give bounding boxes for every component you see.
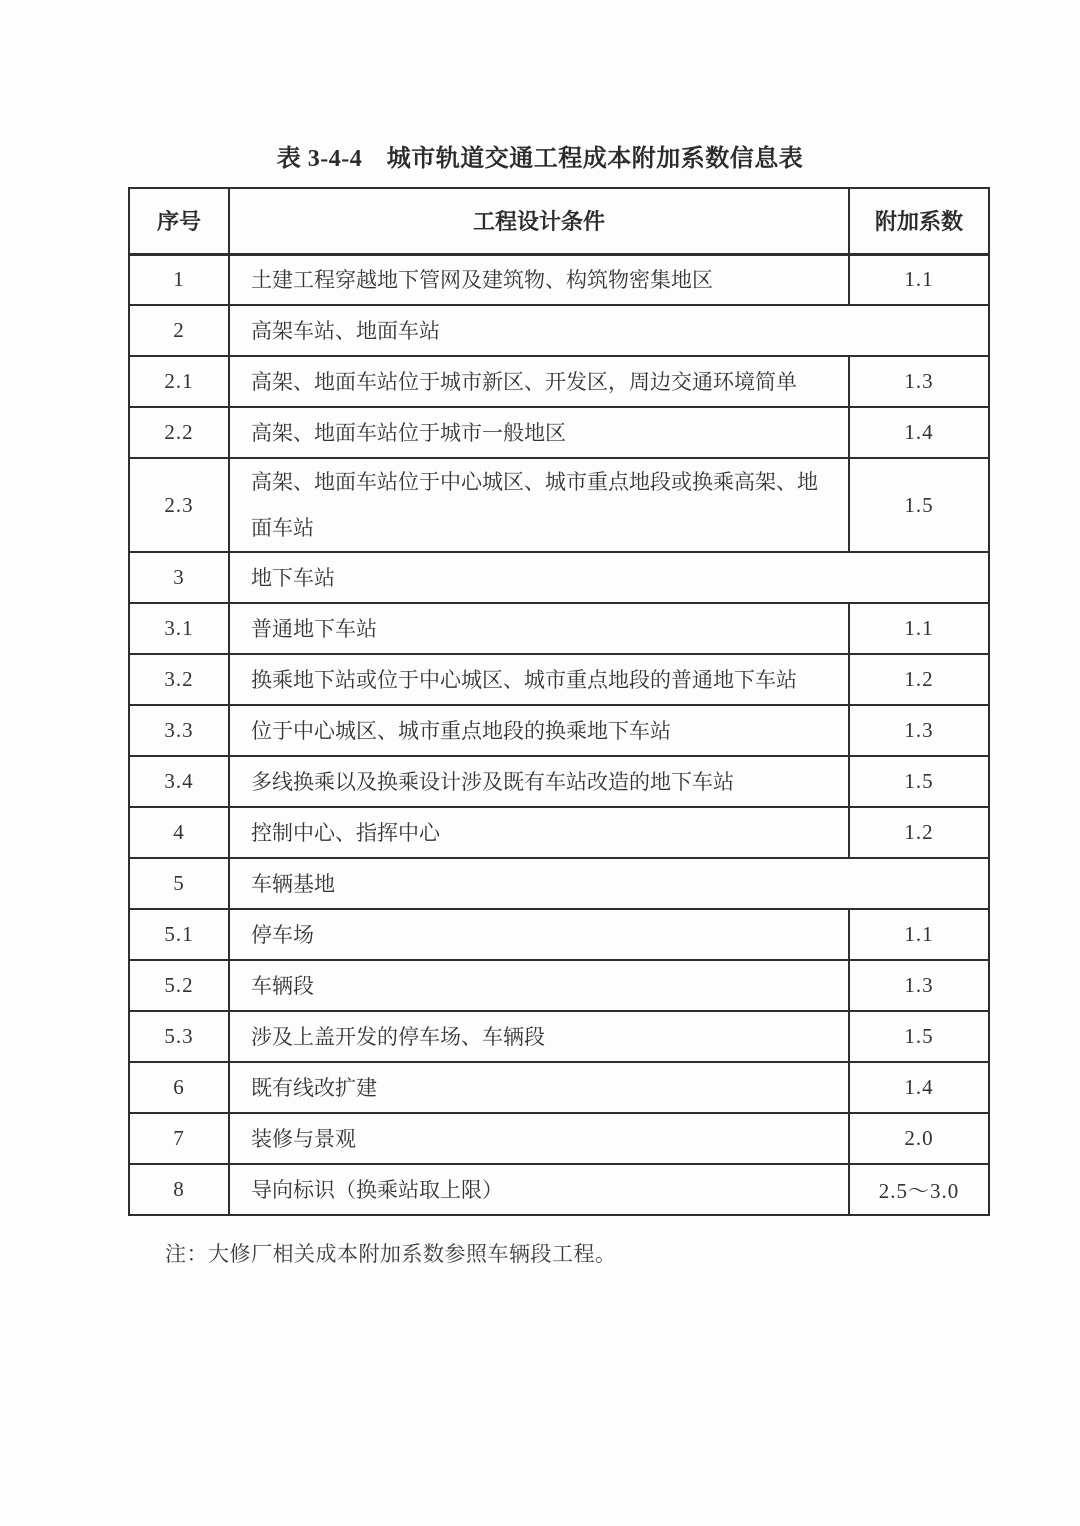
row-condition: 车辆基地 (229, 858, 989, 909)
coefficient-table (128, 187, 990, 1216)
table-row (129, 654, 989, 705)
header-no: 序号 (129, 188, 229, 254)
table-row (129, 254, 989, 305)
row-condition: 土建工程穿越地下管网及建筑物、构筑物密集地区 (229, 254, 849, 305)
row-coefficient: 2.0 (849, 1113, 989, 1164)
table-row (129, 458, 989, 552)
row-condition: 涉及上盖开发的停车场、车辆段 (229, 1011, 849, 1062)
row-coefficient: 1.3 (849, 960, 989, 1011)
row-number: 3 (129, 552, 229, 603)
table-row (129, 305, 989, 356)
row-condition: 位于中心城区、城市重点地段的换乘地下车站 (229, 705, 849, 756)
table-row (129, 909, 989, 960)
table-row (129, 407, 989, 458)
row-condition: 高架、地面车站位于城市新区、开发区，周边交通环境简单 (229, 356, 849, 407)
header-row (129, 188, 989, 254)
table-row (129, 1011, 989, 1062)
table-row (129, 960, 989, 1011)
table-row (129, 1113, 989, 1164)
row-coefficient: 1.2 (849, 807, 989, 858)
row-number: 5.1 (129, 909, 229, 960)
row-coefficient: 1.1 (849, 909, 989, 960)
row-number: 5.3 (129, 1011, 229, 1062)
row-condition: 多线换乘以及换乘设计涉及既有车站改造的地下车站 (229, 756, 849, 807)
row-number: 5.2 (129, 960, 229, 1011)
row-number: 1 (129, 254, 229, 305)
table-row (129, 807, 989, 858)
row-condition: 控制中心、指挥中心 (229, 807, 849, 858)
row-coefficient: 1.3 (849, 705, 989, 756)
row-coefficient: 1.1 (849, 603, 989, 654)
row-coefficient: 1.4 (849, 407, 989, 458)
row-condition: 既有线改扩建 (229, 1062, 849, 1113)
table-row (129, 1062, 989, 1113)
row-condition: 高架、地面车站位于中心城区、城市重点地段或换乘高架、地面车站 (229, 458, 849, 552)
table-row (129, 603, 989, 654)
row-condition: 高架车站、地面车站 (229, 305, 989, 356)
row-number: 3.1 (129, 603, 229, 654)
table-header (129, 188, 989, 254)
row-condition: 换乘地下站或位于中心城区、城市重点地段的普通地下车站 (229, 654, 849, 705)
row-number: 7 (129, 1113, 229, 1164)
row-condition: 高架、地面车站位于城市一般地区 (229, 407, 849, 458)
table-row (129, 858, 989, 909)
row-condition: 地下车站 (229, 552, 989, 603)
row-coefficient: 1.5 (849, 1011, 989, 1062)
table-row (129, 756, 989, 807)
table-row (129, 356, 989, 407)
table-row (129, 705, 989, 756)
header-condition: 工程设计条件 (229, 188, 849, 254)
table-row (129, 1164, 989, 1215)
row-number: 3.4 (129, 756, 229, 807)
row-condition: 装修与景观 (229, 1113, 849, 1164)
row-number: 3.2 (129, 654, 229, 705)
row-number: 2 (129, 305, 229, 356)
row-condition: 车辆段 (229, 960, 849, 1011)
row-coefficient: 1.5 (849, 756, 989, 807)
row-coefficient: 1.3 (849, 356, 989, 407)
row-condition: 停车场 (229, 909, 849, 960)
page-title: 表 3-4-4 城市轨道交通工程成本附加系数信息表 (276, 146, 804, 172)
table-row (129, 552, 989, 603)
row-number: 5 (129, 858, 229, 909)
row-number: 2.3 (129, 458, 229, 552)
row-coefficient: 1.2 (849, 654, 989, 705)
footnote: 注：大修厂相关成本附加系数参照车辆段工程。 (165, 1242, 617, 1266)
row-coefficient: 1.4 (849, 1062, 989, 1113)
row-coefficient: 2.5～3.0 (849, 1164, 989, 1215)
row-condition: 普通地下车站 (229, 603, 849, 654)
row-number: 2.2 (129, 407, 229, 458)
header-coefficient: 附加系数 (849, 188, 989, 254)
row-number: 4 (129, 807, 229, 858)
row-number: 6 (129, 1062, 229, 1113)
row-coefficient: 1.1 (849, 254, 989, 305)
row-condition: 导向标识（换乘站取上限） (229, 1164, 849, 1215)
table-body (129, 254, 989, 1215)
row-number: 8 (129, 1164, 229, 1215)
row-number: 2.1 (129, 356, 229, 407)
row-number: 3.3 (129, 705, 229, 756)
row-coefficient: 1.5 (849, 458, 989, 552)
